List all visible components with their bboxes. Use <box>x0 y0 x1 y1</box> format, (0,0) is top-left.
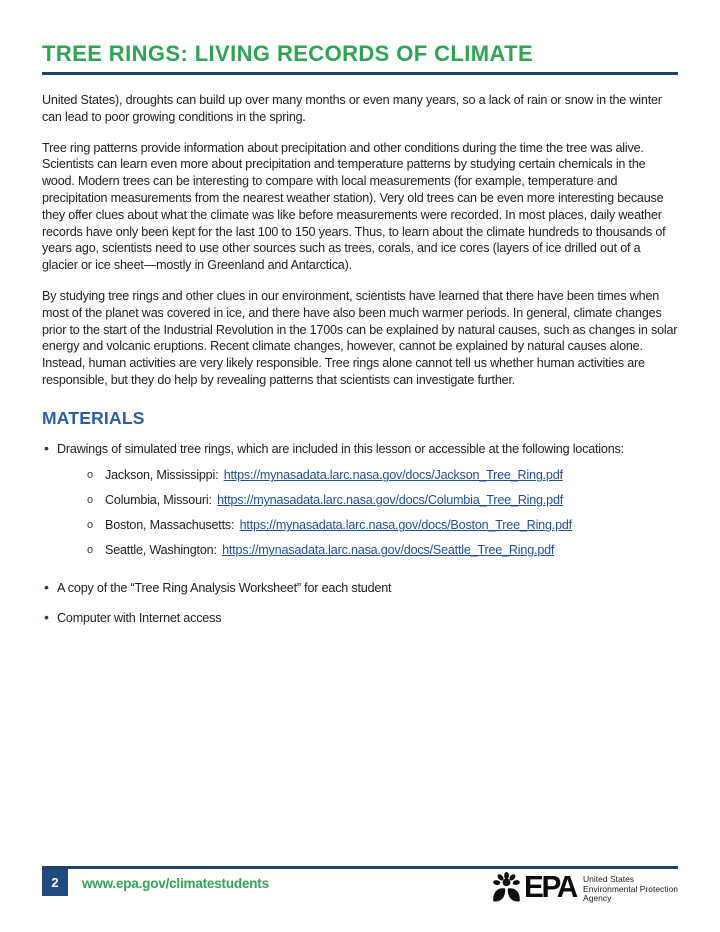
list-item-columbia <box>87 492 678 517</box>
paragraph-studying-tree-rings: By studying tree rings and other clues in our environment, scientists have learned that there have been times when most of the planet was covered in ice, and there have also been much warmer periods. In general, climate changes prior to the start of the Industrial Revolution in the 1700s can be explained by natural causes, such as changes in solar energy and volcanic eruptions. Recent climate changes, however, cannot be explained by natural causes alone. Instead, human activities are very likely responsible. Tree rings alone cannot tell us whether human activities are responsible, but they do help by revealing patterns that scientists can investigate further. <box>42 289 678 388</box>
location-label: Jackson, Mississippi: <box>105 468 219 483</box>
locations-list <box>57 467 678 567</box>
title-divider <box>42 72 678 75</box>
agency-line: United States <box>583 874 635 884</box>
page-footer <box>42 866 678 905</box>
materials-list <box>42 441 678 627</box>
page-title: TREE RINGS: LIVING RECORDS OF CLIMATE <box>42 41 534 66</box>
list-item-boston <box>87 517 678 542</box>
paragraph-tree-ring-patterns: Tree ring patterns provide information about precipitation and other conditions during the time the tree was alive. Scientists can learn even more about precipitation and temperature patterns by studying certain chemicals in the wood. Modern trees can be interesting to compare with local measurements (for example, temperature and precipitation measurements from the nearest weather station). Very old trees can be even more interesting because they offer clues about what the climate was like before measurements were recorded. In most places, daily weather records have only been kept for the last 100 to 150 years. Thus, to learn about the climate hundreds to thousands of years ago, scientists need to use other sources such as trees, corals, and ice cores (layers of ice drilled out of a glacier or ice sheet—mostly in Greenland and Antarctica). <box>42 140 666 273</box>
columbia-tree-ring-pdf-link[interactable]: https://mynasadata.larc.nasa.gov/docs/Columbia_Tree_Ring.pdf <box>217 493 564 508</box>
list-item-jackson <box>87 467 678 492</box>
list-item-worksheet: • A copy of the “Tree Ring Analysis Worksheet” for each student <box>42 580 678 597</box>
epa-wordmark: EPA <box>524 869 576 904</box>
footer-row <box>42 869 678 905</box>
location-label: Boston, Massachusetts: <box>105 518 235 533</box>
list-item-seattle <box>87 542 678 567</box>
document-content <box>42 42 678 639</box>
list-item-computer: • Computer with Internet access <box>42 610 678 627</box>
materials-heading: MATERIALS <box>42 407 145 428</box>
location-label: Seattle, Washington: <box>105 543 217 558</box>
agency-line: Environmental Protection <box>583 883 678 894</box>
epa-agency-name <box>583 872 678 904</box>
boston-tree-ring-pdf-link[interactable]: https://mynasadata.larc.nasa.gov/docs/Boston_Tree_Ring.pdf <box>239 518 572 533</box>
footer-website-text: www.epa.gov/climatestudents <box>82 876 269 891</box>
paragraph-intro-continued: United States), droughts can build up over many months or even many years, so a lack of rain or snow in the winter can lead to poor growing conditions in the spring. <box>42 93 662 124</box>
jackson-tree-ring-pdf-link[interactable]: https://mynasadata.larc.nasa.gov/docs/Jackson_Tree_Ring.pdf <box>223 468 563 483</box>
epa-flower-icon <box>490 872 523 905</box>
location-label: Columbia, Missouri: <box>105 493 212 508</box>
seattle-tree-ring-pdf-link[interactable]: https://mynasadata.larc.nasa.gov/docs/Seattle_Tree_Ring.pdf <box>222 543 555 558</box>
page-number-badge: 2 <box>42 869 68 896</box>
epa-logo <box>490 869 678 905</box>
materials-intro-text: Drawings of simulated tree rings, which are included in this lesson or accessible at the following locations: <box>57 441 624 456</box>
list-item-drawings <box>42 441 678 568</box>
agency-line: Agency <box>583 893 612 903</box>
